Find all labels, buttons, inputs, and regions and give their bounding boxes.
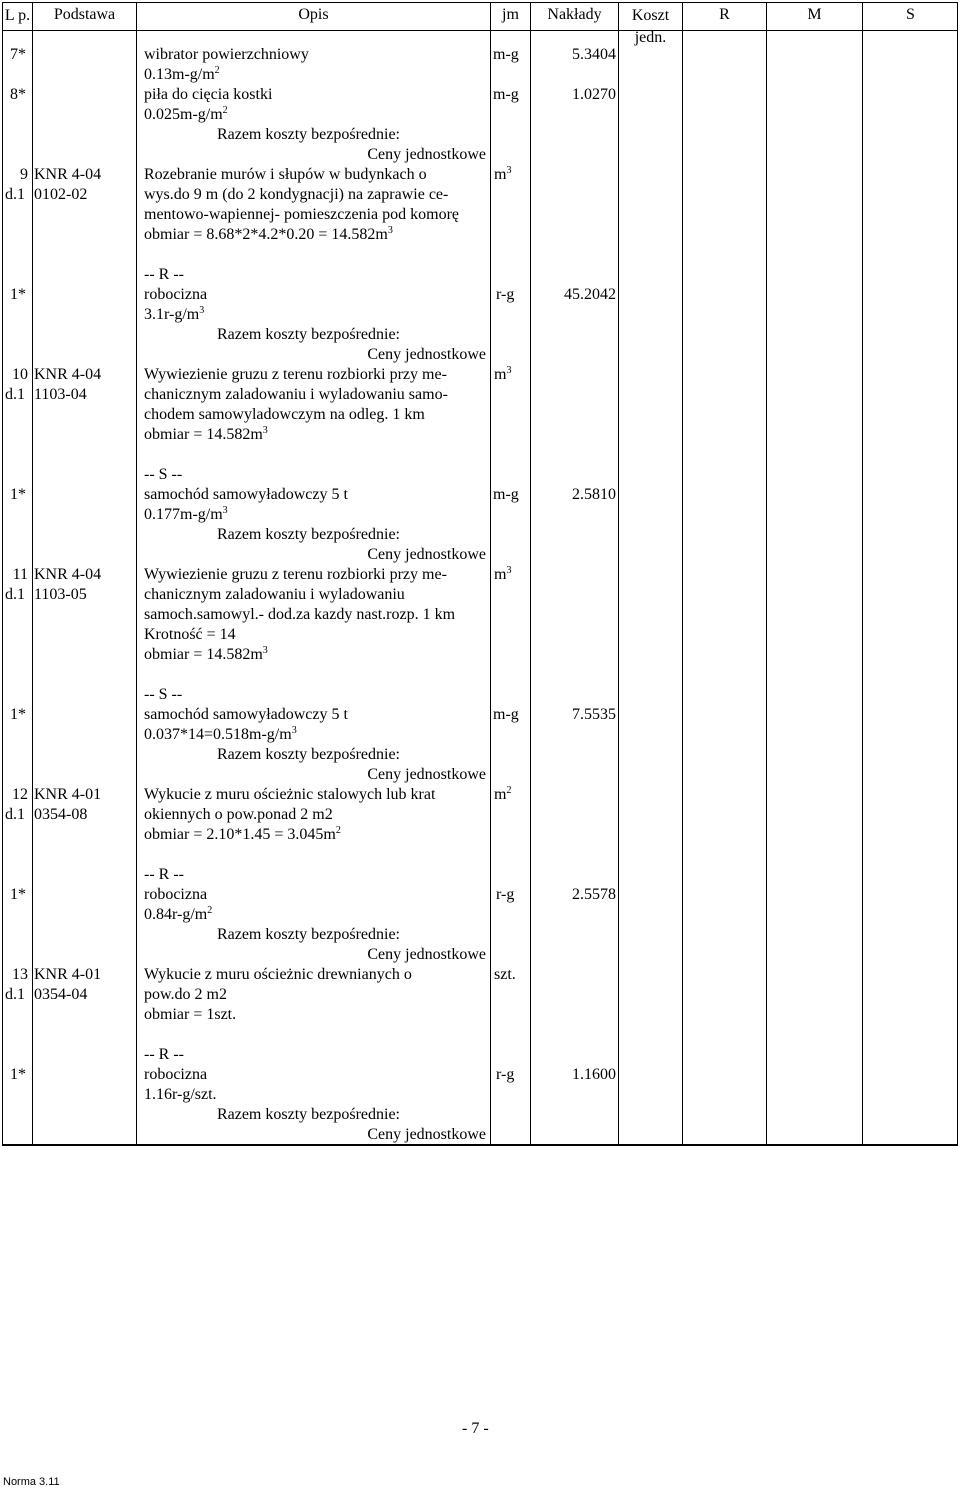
position-number: 11 bbox=[12, 566, 28, 583]
quantity-formula: obmiar = 8.68*2*4.2*0.20 = 14.582m bbox=[144, 226, 388, 243]
resource-name: wibrator powierzchniowy bbox=[144, 46, 309, 63]
column-divider-opis bbox=[490, 2, 491, 1145]
description-line: Rozebranie murów i słupów w budynkach o bbox=[144, 166, 427, 183]
column-divider-koszt bbox=[682, 2, 683, 1145]
basis-code: 1103-05 bbox=[34, 586, 87, 603]
basis-code: 0354-08 bbox=[34, 806, 88, 823]
resource-name: robocizna bbox=[144, 1066, 208, 1083]
total-direct-costs-label: Razem koszty bezpośrednie: bbox=[216, 126, 400, 143]
unit-prices-label: Ceny jednostkowe bbox=[367, 946, 486, 963]
header-opis: Opis bbox=[298, 6, 329, 23]
description-line: okiennych o pow.ponad 2 m2 bbox=[144, 806, 333, 823]
resource-norm: 0.037*14=0.518m-g/m bbox=[144, 726, 292, 743]
resource-type: -- R -- bbox=[144, 1046, 184, 1063]
table-bottom-line bbox=[2, 1145, 958, 1146]
description-line: pow.do 2 m2 bbox=[144, 986, 227, 1003]
description-line: samoch.samowyl.- dod.za kazdy nast.rozp. 1 km bbox=[144, 606, 456, 623]
basis-catalog: KNR 4-01 bbox=[34, 786, 102, 803]
quantity-formula: obmiar = 14.582m bbox=[144, 426, 263, 443]
column-divider-podstawa bbox=[136, 2, 137, 1145]
total-direct-costs-label: Razem koszty bezpośrednie: bbox=[216, 1106, 400, 1123]
resource-unit: r-g bbox=[496, 286, 515, 303]
quantity-formula: obmiar = 1szt. bbox=[144, 1006, 237, 1023]
resource-quantity: 7.5535 bbox=[572, 706, 616, 723]
page-number: - 7 - bbox=[462, 1420, 489, 1437]
unit-prices-label: Ceny jednostkowe bbox=[367, 1126, 486, 1143]
position-sub: d.1 bbox=[5, 586, 25, 603]
resource-quantity: 5.3404 bbox=[572, 46, 616, 63]
column-divider-naklady bbox=[618, 2, 619, 1145]
resource-lp: 1* bbox=[10, 486, 26, 503]
resource-unit: m-g bbox=[493, 486, 519, 503]
resource-lp: 1* bbox=[10, 1066, 26, 1083]
resource-name: piła do cięcia kostki bbox=[144, 86, 273, 103]
total-direct-costs-label: Razem koszty bezpośrednie: bbox=[216, 926, 400, 943]
description-line: chanicznym zaladowaniu i wyladowaniu bbox=[144, 586, 405, 603]
quantity-formula: obmiar = 2.10*1.45 = 3.045m bbox=[144, 826, 336, 843]
resource-norm: 1.16r-g/szt. bbox=[144, 1086, 217, 1103]
resource-lp: 1* bbox=[10, 706, 26, 723]
position-number: 9 bbox=[20, 166, 28, 183]
basis-code: 1103-04 bbox=[34, 386, 87, 403]
description-line: Wywiezienie gruzu z terenu rozbiorki przy me- bbox=[144, 566, 447, 583]
header-naklady: Nakłady bbox=[547, 6, 602, 23]
resource-name: robocizna bbox=[144, 286, 208, 303]
resource-type: -- R -- bbox=[144, 866, 184, 883]
position-unit: szt. bbox=[494, 966, 516, 983]
resource-norm: 0.84r-g/m bbox=[144, 906, 208, 923]
position-number: 10 bbox=[12, 366, 28, 383]
resource-unit: m-g bbox=[493, 706, 519, 723]
basis-catalog: KNR 4-04 bbox=[34, 166, 102, 183]
header-koszt: Koszt jedn. bbox=[631, 7, 670, 46]
resource-norm: 0.025m-g/m bbox=[144, 106, 223, 123]
position-sub: d.1 bbox=[5, 986, 25, 1003]
description-line: Wykucie z muru ościeżnic stalowych lub krat bbox=[144, 786, 436, 803]
position-sub: d.1 bbox=[5, 386, 25, 403]
resource-norm: 3.1r-g/m bbox=[144, 306, 200, 323]
basis-catalog: KNR 4-04 bbox=[34, 566, 102, 583]
resource-type: -- R -- bbox=[144, 266, 184, 283]
resource-unit: r-g bbox=[496, 886, 515, 903]
resource-type: -- S -- bbox=[144, 686, 183, 703]
resource-name: robocizna bbox=[144, 886, 208, 903]
basis-catalog: KNR 4-01 bbox=[34, 966, 102, 983]
column-divider-m bbox=[862, 2, 863, 1145]
basis-catalog: KNR 4-04 bbox=[34, 366, 102, 383]
row-lp: 7* bbox=[10, 46, 26, 63]
resource-unit: r-g bbox=[496, 1066, 515, 1083]
resource-quantity: 45.2042 bbox=[564, 286, 616, 303]
resource-type: -- S -- bbox=[144, 466, 183, 483]
resource-lp: 1* bbox=[10, 886, 26, 903]
header-podstawa: Podstawa bbox=[53, 6, 116, 23]
unit-prices-label: Ceny jednostkowe bbox=[367, 766, 486, 783]
position-number: 12 bbox=[12, 786, 28, 803]
row-lp: 8* bbox=[10, 86, 26, 103]
resource-lp: 1* bbox=[10, 286, 26, 303]
total-direct-costs-label: Razem koszty bezpośrednie: bbox=[216, 326, 400, 343]
resource-unit: m-g bbox=[493, 46, 519, 63]
quantity-formula: obmiar = 14.582m bbox=[144, 646, 263, 663]
resource-unit: m-g bbox=[493, 86, 519, 103]
header-r: R bbox=[719, 6, 730, 23]
position-unit: m bbox=[494, 366, 507, 383]
position-sub: d.1 bbox=[5, 186, 25, 203]
resource-name: samochód samowyładowczy 5 t bbox=[144, 486, 348, 503]
position-unit: m bbox=[494, 566, 507, 583]
position-unit: m bbox=[494, 166, 507, 183]
resource-norm: 0.177m-g/m bbox=[144, 506, 223, 523]
resource-quantity: 1.1600 bbox=[572, 1066, 616, 1083]
header-jm: jm bbox=[502, 6, 519, 23]
header-s: S bbox=[906, 6, 915, 23]
unit-prices-label: Ceny jednostkowe bbox=[367, 346, 486, 363]
column-divider-jm bbox=[530, 2, 531, 1145]
column-divider-lp bbox=[32, 2, 33, 1145]
software-version: Norma 3.11 bbox=[3, 1476, 60, 1488]
position-sub: d.1 bbox=[5, 806, 25, 823]
resource-quantity: 1.0270 bbox=[572, 86, 616, 103]
column-divider-r bbox=[766, 2, 767, 1145]
multiplier-line: Krotność = 14 bbox=[144, 626, 236, 643]
header-divider bbox=[2, 30, 958, 31]
description-line: chodem samowyladowczym na odleg. 1 km bbox=[144, 406, 425, 423]
resource-quantity: 2.5810 bbox=[572, 486, 616, 503]
description-line: chanicznym zaladowaniu i wyladowaniu samo- bbox=[144, 386, 448, 403]
description-line: Wywiezienie gruzu z terenu rozbiorki przy me- bbox=[144, 366, 447, 383]
description-line: mentowo-wapiennej- pomieszczenia pod komorę bbox=[144, 206, 459, 223]
position-unit: m bbox=[494, 786, 507, 803]
basis-code: 0102-02 bbox=[34, 186, 88, 203]
unit-prices-label: Ceny jednostkowe bbox=[367, 546, 486, 563]
basis-code: 0354-04 bbox=[34, 986, 88, 1003]
unit-prices-label: Ceny jednostkowe bbox=[367, 146, 486, 163]
description-line: Wykucie z muru ościeżnic drewnianych o bbox=[144, 966, 412, 983]
header-m: M bbox=[807, 6, 822, 23]
total-direct-costs-label: Razem koszty bezpośrednie: bbox=[216, 746, 400, 763]
resource-norm: 0.13m-g/m bbox=[144, 66, 215, 83]
position-number: 13 bbox=[12, 966, 28, 983]
resource-quantity: 2.5578 bbox=[572, 886, 616, 903]
resource-name: samochód samowyładowczy 5 t bbox=[144, 706, 348, 723]
description-line: wys.do 9 m (do 2 kondygnacji) na zaprawie ce- bbox=[144, 186, 449, 203]
header-lp: L p. bbox=[4, 7, 31, 24]
total-direct-costs-label: Razem koszty bezpośrednie: bbox=[216, 526, 400, 543]
